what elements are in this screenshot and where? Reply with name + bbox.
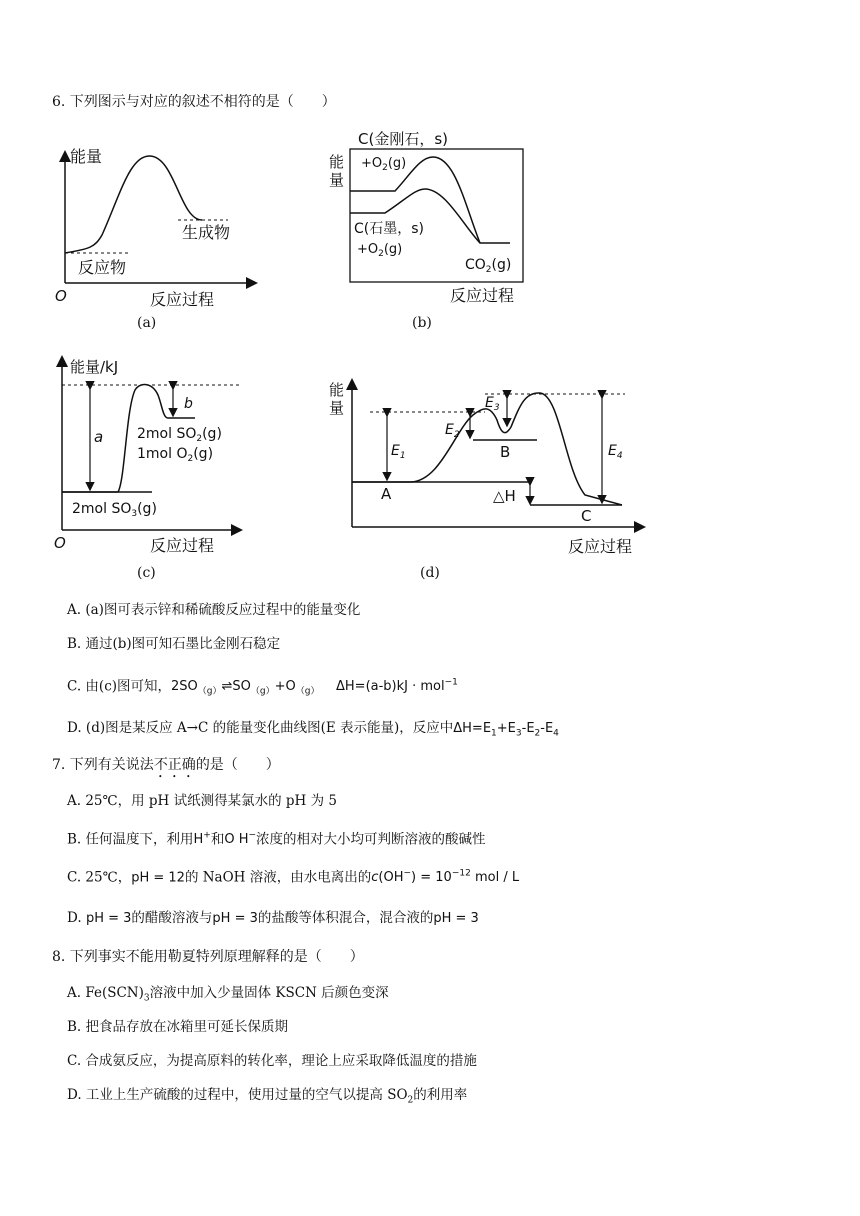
svg-text:E2: $E_2$ [445, 422, 460, 440]
fig-d-B: B [500, 443, 511, 461]
svg-text:E3: $E_3$ [485, 395, 500, 413]
fig-c-a-label: a [94, 428, 104, 446]
q8-option-c: C. 合成氨反应，为提高原料的转化率，理论上应采取降低温度的措施 [67, 1053, 477, 1069]
q7-option-a: A. 25℃，用 pH 试纸测得某氯水的 pH 为 5 [67, 793, 337, 809]
fig-c-so3-label: 2mol $SO_3(g)$ [72, 501, 157, 519]
fig-b-graphite-label: C(石墨，s) [354, 221, 424, 237]
figure-c [50, 350, 260, 560]
fig-d-xlabel: 反应过程 [568, 537, 633, 556]
fig-c-b-label: b [184, 396, 193, 412]
q7-option-c: C. 25℃，pH = 12的 NaOH 溶液，由水电离出的$c(OH^-) = 10^{-12}$ mol / L [67, 869, 520, 886]
question-6-stem: 6. 下列图示与对应的叙述不相符的是（ ） [52, 94, 336, 110]
svg-text:+O2(g): $+O_2(g)$ [357, 242, 403, 259]
fig-a-caption: (a) [137, 315, 157, 331]
fig-c-origin: O [54, 534, 66, 552]
svg-text:+O2(g): $+O_2(g)$ [361, 156, 407, 173]
fig-a-product-label: 生成物 [182, 223, 231, 242]
fig-b-caption: (b) [412, 315, 432, 331]
figure-b [325, 125, 540, 315]
q6-option-a: A. (a)图可表示锌和稀硫酸反应过程中的能量变化 [67, 602, 361, 618]
fig-b-top-label: C(金刚石，s) [358, 130, 448, 148]
q8-option-d: D. 工业上生产硫酸的过程中，使用过量的空气以提高 $SO_2$的利用率 [67, 1087, 468, 1106]
fig-d-A: A [381, 485, 392, 503]
fig-c-caption: (c) [137, 565, 156, 581]
fig-a-reactant-label: 反应物 [78, 258, 127, 277]
fig-d-ylabel-2: 量 [329, 399, 345, 417]
fig-c-xlabel: 反应过程 [150, 536, 215, 555]
fig-d-ylabel-1: 能 [329, 381, 345, 399]
fig-c-ylabel: 能量/kJ [70, 358, 119, 376]
fig-b-xlabel: 反应过程 [450, 286, 515, 305]
fig-a-ylabel: 能量 [70, 147, 103, 166]
q8-option-a: A. $Fe(SCN)_3$溶液中加入少量固体 KSCN 后颜色变深 [67, 985, 389, 1004]
question-8-stem: 8. 下列事实不能用勒夏特列原理解释的是（ ） [52, 949, 364, 965]
fig-b-ylabel-1: 能 [329, 153, 345, 171]
figure-a [50, 135, 270, 315]
fig-d-caption: (d) [420, 565, 440, 581]
q8-option-b: B. 把食品存放在冰箱里可延长保质期 [67, 1019, 289, 1035]
fig-b-co2-label: $CO_2(g)$ [465, 257, 512, 275]
q7-option-b: B. 任何温度下，利用H+和O H−浓度的相对大小均可判断溶液的酸碱性 [67, 831, 486, 848]
q6-option-d: D. (d)图是某反应 A→C 的能量变化曲线图(E 表示能量)，反应中$\Delta H=E_1+E_3-E_2-E_4$ [67, 720, 559, 739]
fig-d-dH: △H [493, 487, 516, 505]
q6-option-b: B. 通过(b)图可知石墨比金刚石稳定 [67, 636, 281, 652]
fig-a-xlabel: 反应过程 [150, 290, 215, 309]
fig-d-C: C [581, 507, 592, 525]
fig-b-ylabel-2: 量 [329, 171, 345, 189]
svg-text:E4: $E_4$ [608, 443, 623, 461]
fig-a-origin: O [55, 287, 67, 305]
fig-c-o2-label: 1mol $O_2(g)$ [137, 446, 214, 464]
figure-d [325, 375, 650, 560]
fig-c-so2-label: 2mol $SO_2(g)$ [137, 426, 222, 444]
question-7-stem: 7. 下列有关说法不正确的是（ ） [52, 757, 280, 773]
q7-option-d: D. pH = 3的醋酸溶液与pH = 3的盐酸等体积混合，混合液的pH = 3 [67, 910, 479, 926]
svg-text:E1: $E_1$ [391, 443, 406, 461]
q6-option-c: C. 由(c)图可知，$2SO_{(g)}\rightleftharpoons SO_{(g)}+O_{(g)}$ ΔH=(a-b)kJ · mol$^{-1}$ [67, 678, 458, 697]
